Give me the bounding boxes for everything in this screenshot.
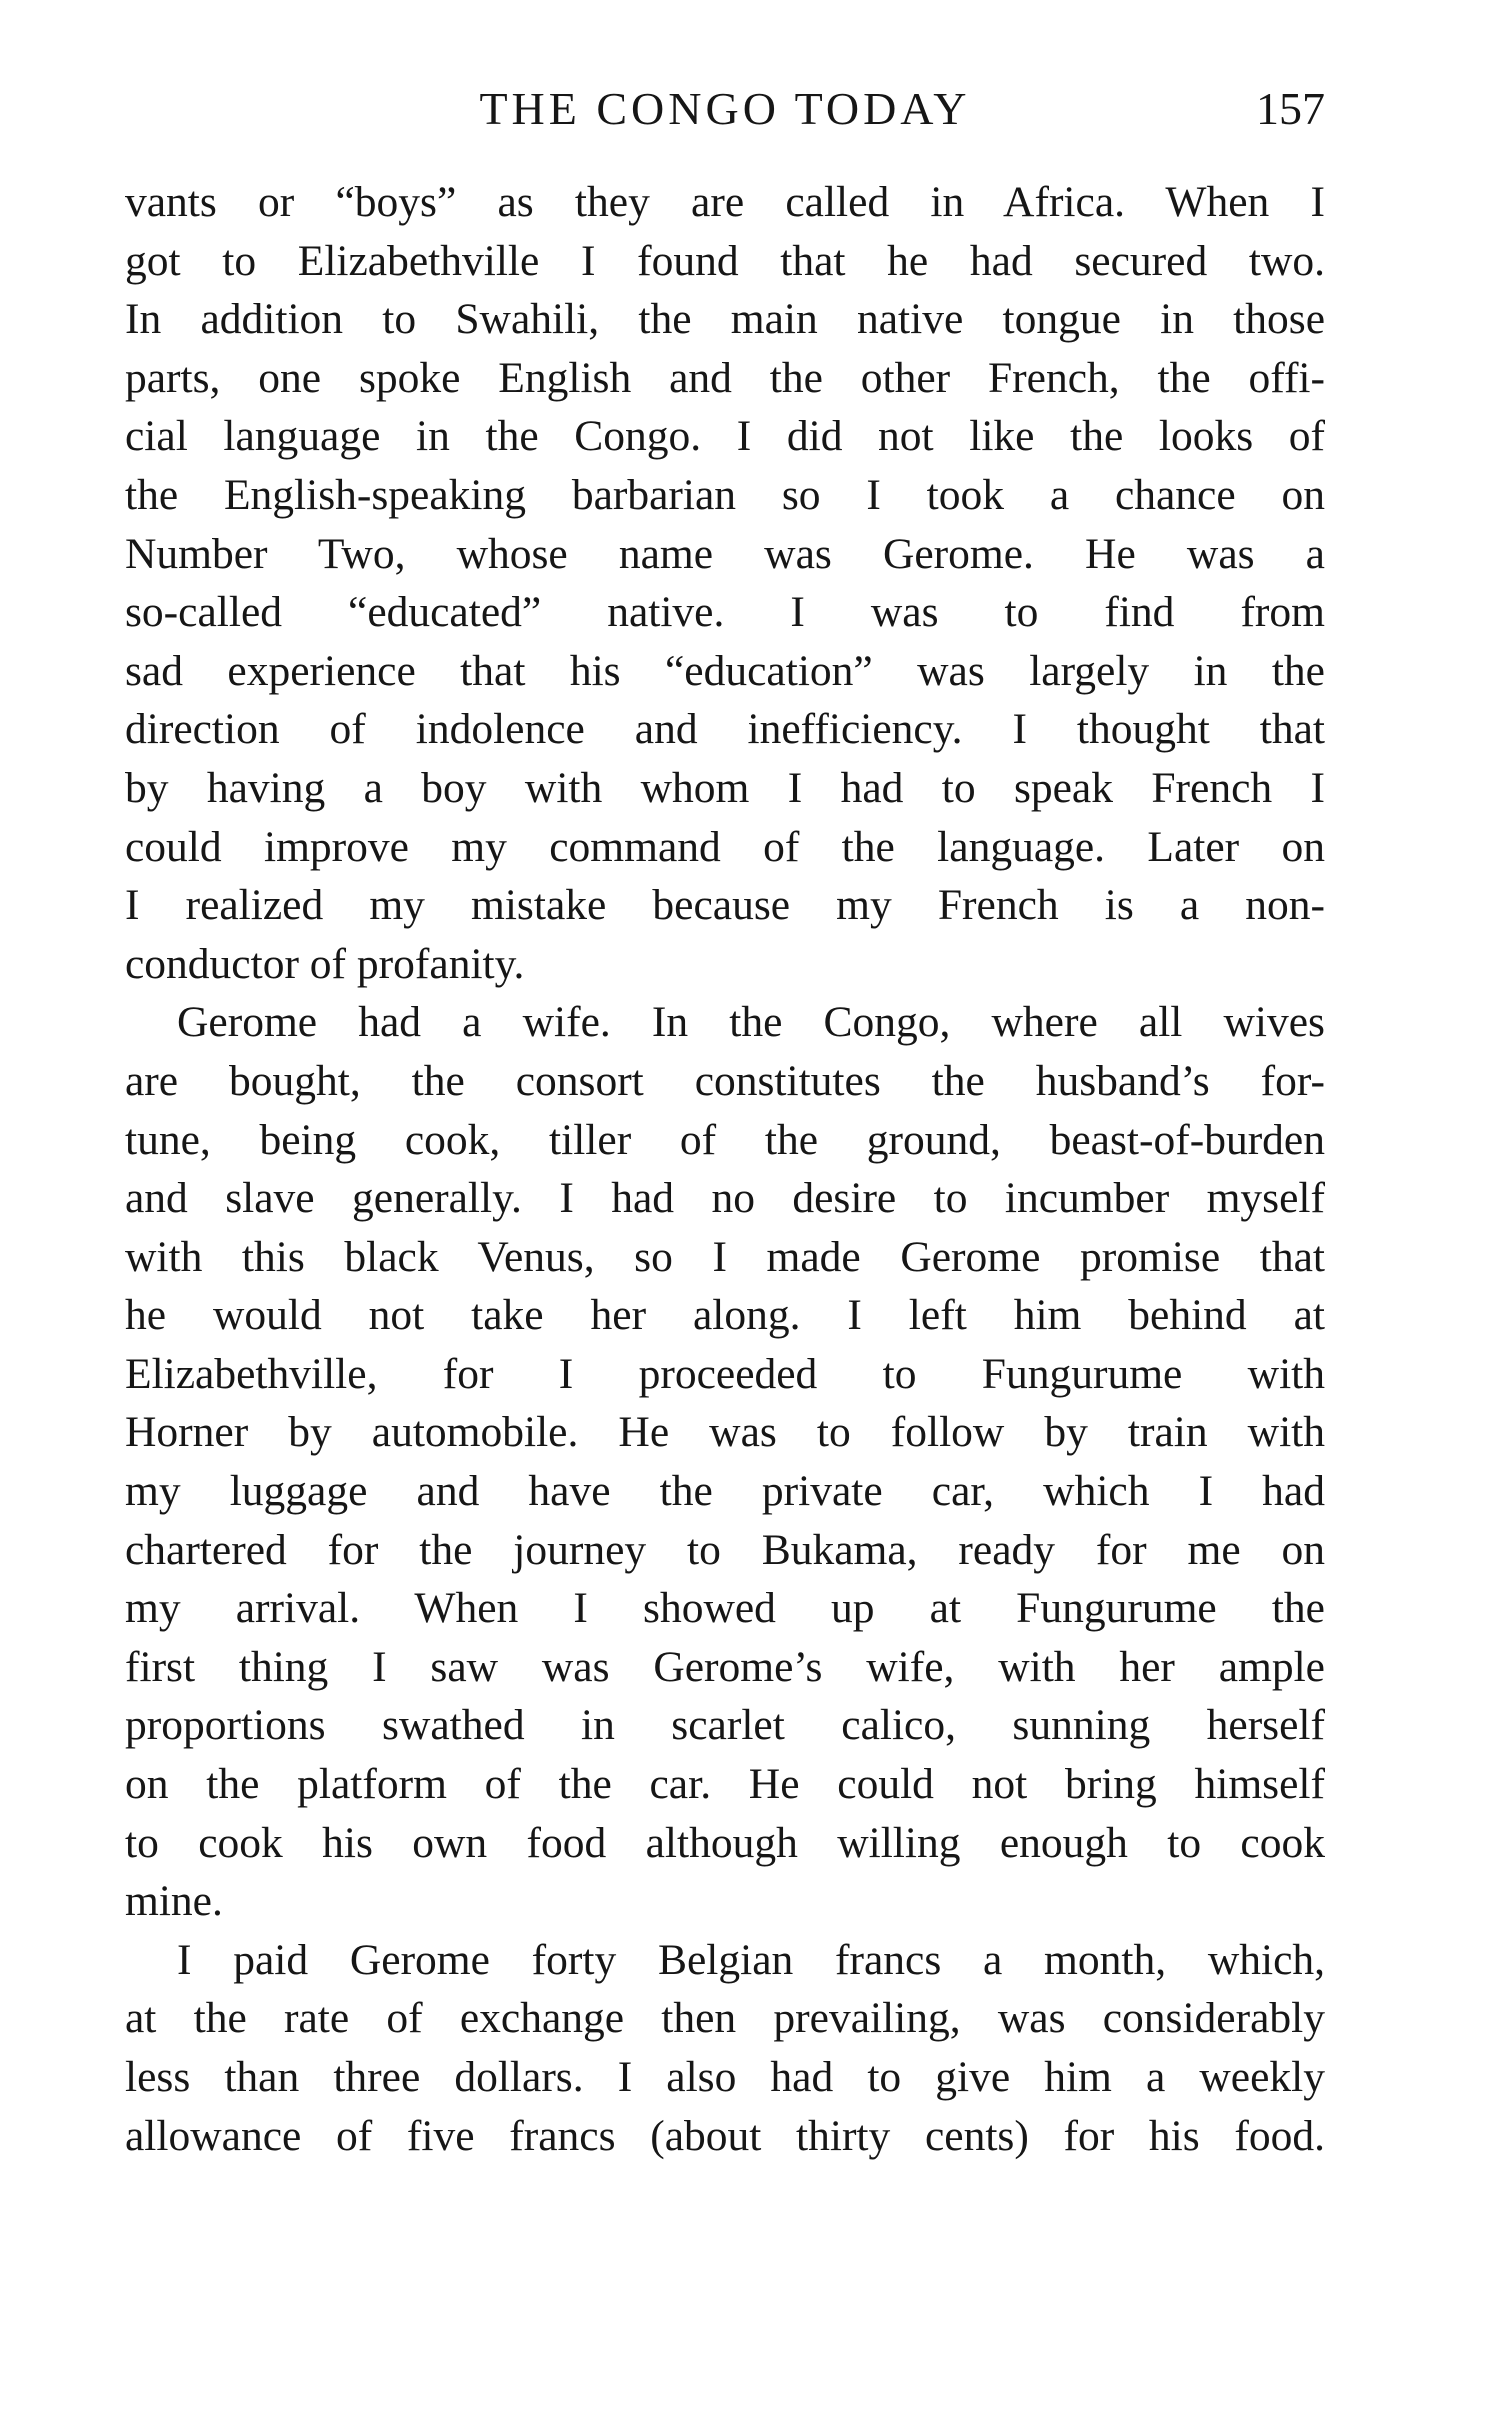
text-line: direction of indolence and inefficiency. I thought that (125, 705, 1325, 754)
text-line: mine. (125, 1877, 223, 1926)
text-line: he would not take her along. I left him behind at (125, 1291, 1325, 1340)
text-line: vants or “boys” as they are called in Africa. When I (125, 178, 1325, 226)
text-line: Elizabethville, for I proceeded to Fungurume with (125, 1349, 1325, 1398)
text-line: by having a boy with whom I had to speak French I (125, 763, 1325, 812)
text-line: first thing I saw was Gerome’s wife, with her ample (125, 1642, 1325, 1691)
text-line: on the platform of the car. He could not bring himself (125, 1760, 1325, 1809)
text-line: the English-speaking barbarian so I took a chance on (125, 470, 1325, 519)
text-line: with this black Venus, so I made Gerome promise that (125, 1232, 1325, 1281)
page-header (125, 74, 1325, 144)
text-line: allowance of five francs (about thirty cents) for his food. (125, 2111, 1325, 2160)
body-text (125, 173, 1325, 2165)
running-title: THE CONGO TODAY (479, 83, 971, 134)
text-line: my luggage and have the private car, which I had (125, 1467, 1325, 1516)
text-line: tune, being cook, tiller of the ground, beast-of-burden (125, 1115, 1325, 1164)
text-line: chartered for the journey to Bukama, ready for me on (125, 1525, 1325, 1574)
text-line: and slave generally. I had no desire to incumber myself (125, 1174, 1325, 1223)
text-line: are bought, the consort constitutes the husband’s for- (125, 1056, 1325, 1105)
text-line: Number Two, whose name was Gerome. He was a (125, 529, 1325, 578)
page-number: 157 (1256, 83, 1325, 134)
text-line: less than three dollars. I also had to give him a weekly (125, 2053, 1325, 2101)
text-line: at the rate of exchange then prevailing, was considerably (125, 1994, 1325, 2043)
paragraph-first-line: I paid Gerome forty Belgian francs a month, which, (177, 1935, 1325, 1984)
text-line: cial language in the Congo. I did not like the looks of (125, 412, 1325, 461)
text-line: In addition to Swahili, the main native tongue in those (125, 295, 1325, 344)
text-line: got to Elizabethville I found that he had secured two. (125, 236, 1325, 285)
text-line: I realized my mistake because my French is a non- (125, 881, 1325, 930)
text-line: to cook his own food although willing enough to cook (125, 1818, 1325, 1867)
text-line: sad experience that his “education” was largely in the (125, 646, 1325, 695)
text-line: could improve my command of the language. Later on (125, 822, 1325, 871)
text-line: proportions swathed in scarlet calico, sunning herself (125, 1701, 1325, 1750)
text-line: parts, one spoke English and the other French, the offi- (125, 353, 1325, 402)
text-line: Horner by automobile. He was to follow by train with (125, 1408, 1325, 1457)
text-line: my arrival. When I showed up at Fungurume the (125, 1584, 1325, 1633)
text-line: conductor of profanity. (125, 939, 525, 988)
paragraph-first-line: Gerome had a wife. In the Congo, where all wives (177, 998, 1325, 1047)
text-line: so-called “educated” native. I was to find from (125, 588, 1325, 637)
